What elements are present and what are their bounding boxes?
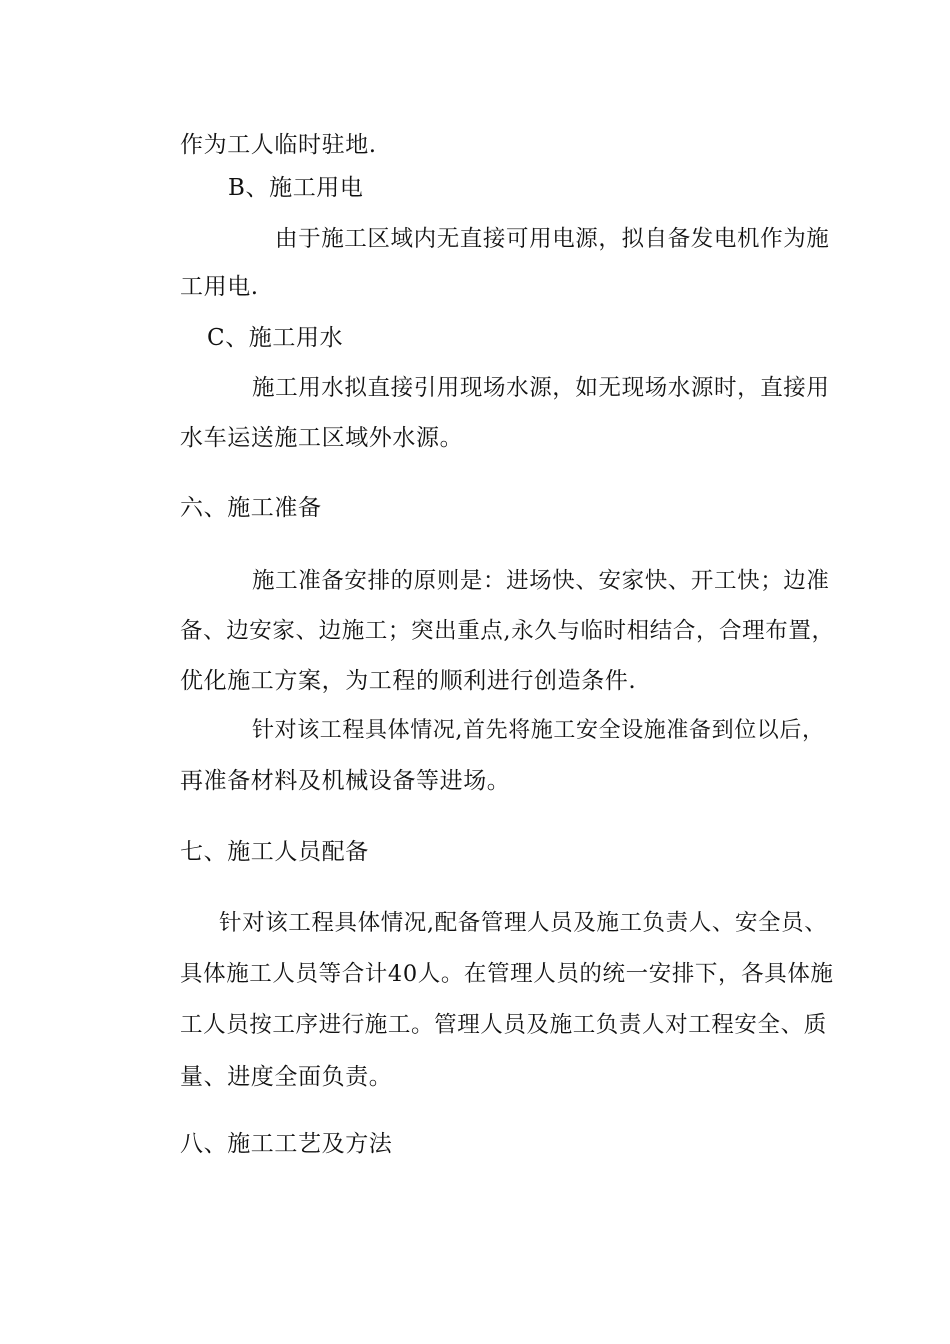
text-line: 由于施工区域内无直接可用电源，拟自备发电机作为施 xyxy=(275,226,830,252)
text-line: 作为工人临时驻地. xyxy=(180,132,377,158)
text-line: 优化施工方案，为工程的顺利进行创造条件. xyxy=(180,668,637,694)
text-line: 施工用水拟直接引用现场水源，如无现场水源时，直接用 xyxy=(252,375,830,401)
text-line: 具体施工人员等合计40人。在管理人员的统一安排下，各具体施 xyxy=(180,961,834,987)
section-heading-7: 七、施工人员配备 xyxy=(180,839,369,865)
text-line: 针对该工程具体情况,首先将施工安全设施准备到位以后， xyxy=(252,718,825,743)
subheading-b: B、施工用电 xyxy=(228,175,364,201)
text-line: 备、边安家、边施工；突出重点,永久与临时相结合，合理布置， xyxy=(180,618,835,644)
text-line: 量、进度全面负责。 xyxy=(180,1064,393,1090)
text-line: 针对该工程具体情况,配备管理人员及施工负责人、安全员、 xyxy=(219,910,828,936)
section-heading-6: 六、施工准备 xyxy=(180,495,322,521)
text-line: 水车运送施工区域外水源。 xyxy=(180,425,464,451)
text-line: 工用电. xyxy=(180,274,259,300)
section-heading-8: 八、施工工艺及方法 xyxy=(180,1131,393,1157)
text-line: 再准备材料及机械设备等进场。 xyxy=(180,768,511,794)
subheading-c: C、施工用水 xyxy=(207,325,344,351)
text-line: 工人员按工序进行施工。管理人员及施工负责人对工程安全、质 xyxy=(180,1012,827,1038)
text-line: 施工准备安排的原则是：进场快、安家快、开工快；边准 xyxy=(252,568,830,594)
